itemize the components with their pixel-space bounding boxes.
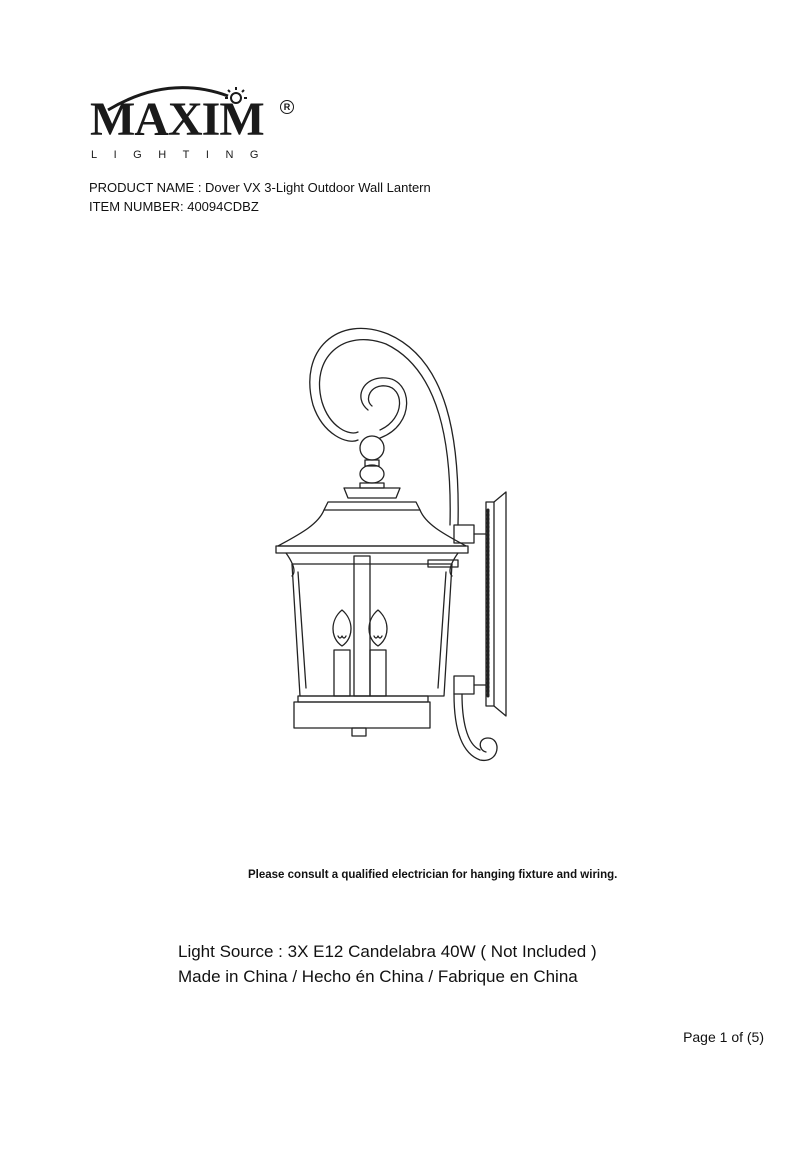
page-number: Page 1 of (5) xyxy=(683,1029,764,1045)
maxim-lighting-logo xyxy=(88,78,308,170)
light-source: Light Source : 3X E12 Candelabra 40W ( Not Included ) xyxy=(178,942,597,961)
logo-subtitle: LIGHTING xyxy=(91,149,275,161)
country-of-origin: Made in China / Hecho én China / Fabrique en China xyxy=(178,967,578,986)
product-info xyxy=(89,178,431,216)
item-number: ITEM NUMBER: 40094CDBZ xyxy=(89,199,259,214)
logo-wordmark: MAXIM xyxy=(90,93,264,146)
electrician-notice: Please consult a qualified electrician for hanging fixture and wiring. xyxy=(248,869,618,881)
specifications xyxy=(178,939,597,989)
wall-lantern-drawing xyxy=(268,320,518,770)
registered-mark: R xyxy=(280,100,294,114)
product-name: PRODUCT NAME : Dover VX 3-Light Outdoor Wall Lantern xyxy=(89,180,431,195)
